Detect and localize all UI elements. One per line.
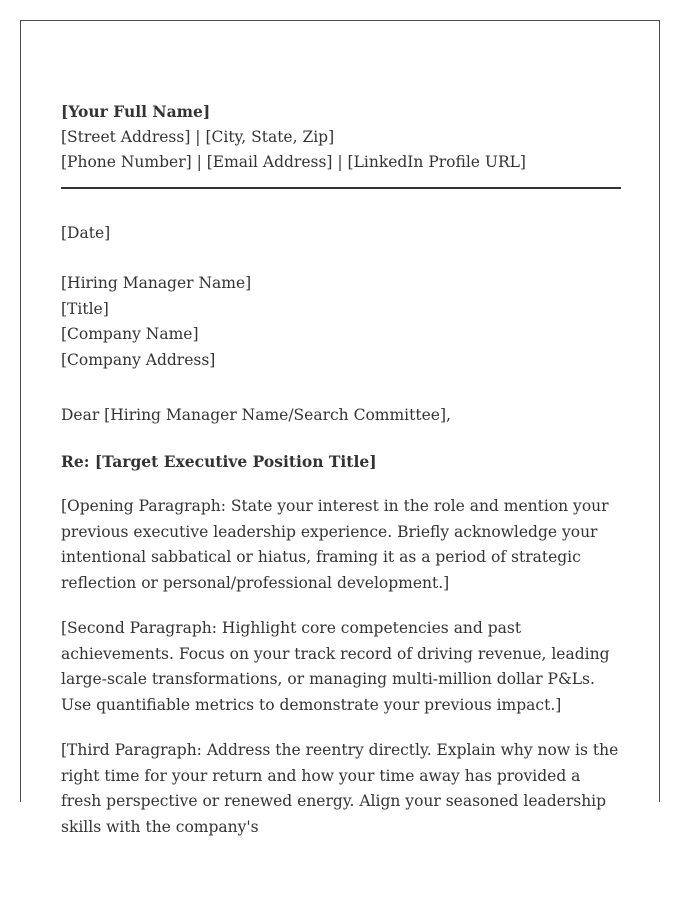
recipient-company-name: [Company Name] — [61, 325, 199, 343]
second-paragraph: [Second Paragraph: Highlight core competencies and past achievements. Focus on your track record of driving revenue, leading large-scale transformations, or managing multi-million dollar P&Ls. Use quantifiable metrics to demonstrate your previous impact.] — [61, 619, 610, 714]
letter-date: [Date] — [61, 223, 111, 242]
sender-name: [Your Full Name] — [61, 102, 211, 121]
third-paragraph: [Third Paragraph: Address the reentry directly. Explain why now is the right time for your return and how your time away has provided a fresh perspective or renewed energy. Align your seasoned leadership skills with the company's — [61, 741, 619, 836]
subject-line: Re: [Target Executive Position Title] — [61, 451, 377, 471]
salutation: Dear [Hiring Manager Name/Search Committee], — [61, 406, 451, 424]
recipient-block — [61, 271, 621, 373]
opening-paragraph: [Opening Paragraph: State your interest in the role and mention your previous executive leadership experience. Briefly acknowledge your intentional sabbatical or hiatus, framing it as a period of strategic reflection or personal/professional development.] — [61, 497, 609, 592]
recipient-title: [Title] — [61, 299, 109, 318]
sender-address: [Street Address] | [City, State, Zip] — [61, 127, 335, 146]
letter-page — [20, 20, 660, 836]
letter-content — [61, 99, 621, 840]
sender-contact: [Phone Number] | [Email Address] | [LinkedIn Profile URL] — [61, 153, 526, 171]
header-divider — [61, 187, 621, 189]
recipient-manager-name: [Hiring Manager Name] — [61, 274, 252, 292]
sender-header — [61, 99, 621, 176]
recipient-company-address: [Company Address] — [61, 350, 216, 369]
